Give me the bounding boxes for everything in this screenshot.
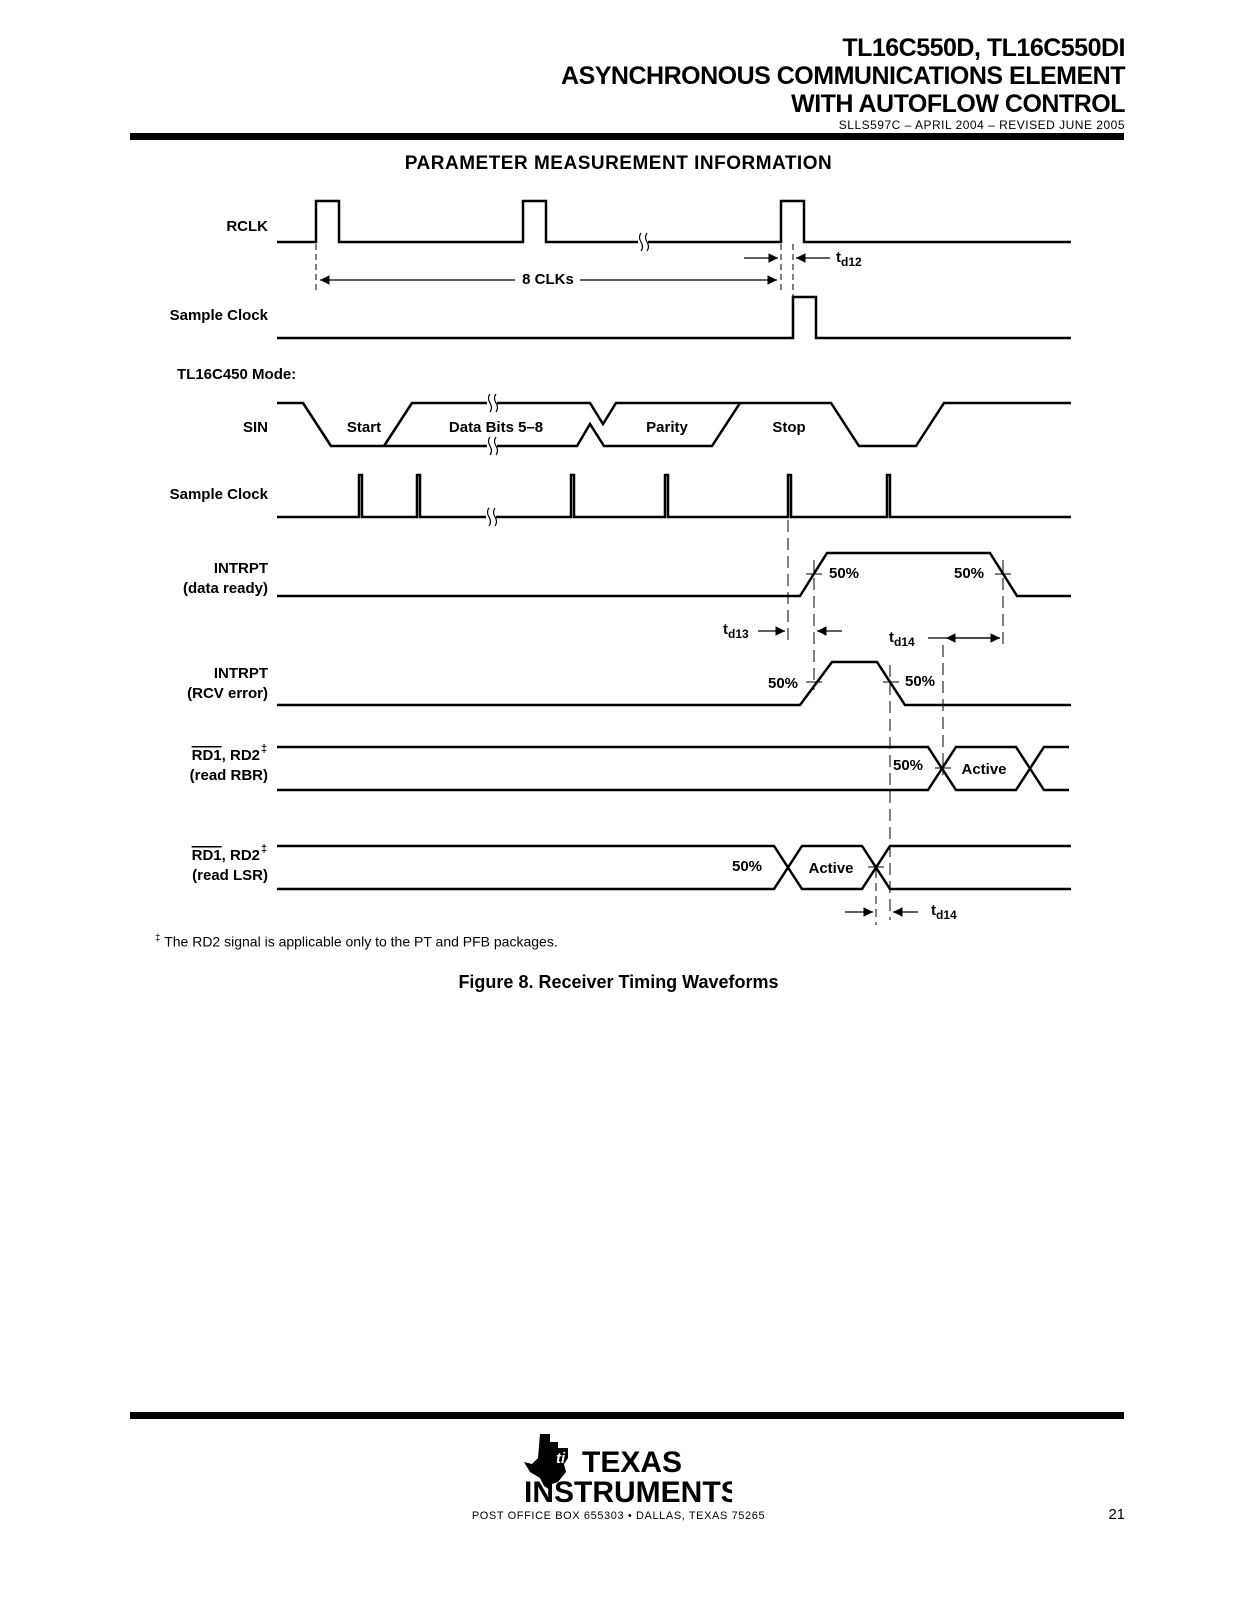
footnote-text: The RD2 signal is applicable only to the PT and PFB packages. bbox=[160, 933, 558, 950]
label-50pct-b: 50% bbox=[954, 565, 985, 582]
sample-clock-2-waveform bbox=[277, 475, 1071, 517]
svg-text:INSTRUMENTS: INSTRUMENTS bbox=[524, 1476, 732, 1506]
svg-text:TEXAS: TEXAS bbox=[582, 1446, 683, 1479]
label-active-rbr: Active bbox=[961, 761, 1007, 778]
label-td13: $t_{d13}$ bbox=[723, 621, 749, 641]
label-active-lsr: Active bbox=[808, 860, 854, 877]
label-td12: $t_{d12}$ bbox=[836, 249, 862, 269]
label-td14-upper: $t_{d14}$ bbox=[889, 629, 915, 649]
intrpt-data-ready-waveform bbox=[277, 553, 1071, 596]
receiver-timing-diagram bbox=[0, 180, 1237, 930]
label-intrpt-rcv-2: (RCV error) bbox=[187, 685, 268, 702]
label-50pct-d: 50% bbox=[905, 673, 936, 690]
label-intrpt-data-2: (data ready) bbox=[182, 580, 268, 597]
label-mode: TL16C450 Mode: bbox=[177, 366, 297, 383]
label-intrpt-data-1: INTRPT bbox=[213, 560, 268, 577]
label-rd-rbr-2: (read RBR) bbox=[189, 767, 268, 784]
section-title: PARAMETER MEASUREMENT INFORMATION bbox=[404, 153, 833, 174]
label-stop: Stop bbox=[772, 419, 806, 436]
label-data-bits: Data Bits 5–8 bbox=[448, 419, 544, 436]
texas-instruments-logo bbox=[522, 1432, 732, 1511]
intrpt-rcv-error-waveform bbox=[277, 662, 1071, 705]
document-title-line-1: ASYNCHRONOUS COMMUNICATIONS ELEMENT bbox=[561, 62, 1125, 90]
dagger-rbr: ‡ bbox=[261, 743, 268, 755]
page-number: 21 bbox=[1108, 1506, 1125, 1523]
document-code: SLLS597C – APRIL 2004 – REVISED JUNE 2005 bbox=[838, 118, 1125, 132]
header-rule bbox=[130, 133, 1124, 140]
document-title-line-2: WITH AUTOFLOW CONTROL bbox=[791, 90, 1125, 118]
label-sin: SIN bbox=[242, 419, 268, 436]
label-50pct-a: 50% bbox=[829, 565, 860, 582]
label-50pct-f: 50% bbox=[732, 858, 763, 875]
rclk-waveform bbox=[277, 201, 1071, 242]
label-rd-rbr-1: RD1, RD2 bbox=[191, 747, 260, 764]
read-lsr-bus-waveform bbox=[277, 846, 1071, 889]
label-rclk: RCLK bbox=[226, 218, 268, 235]
footnote bbox=[155, 933, 558, 950]
part-number-heading: TL16C550D, TL16C550DI bbox=[842, 34, 1125, 62]
label-rd-lsr-1: RD1, RD2 bbox=[191, 847, 260, 864]
footer-rule bbox=[130, 1412, 1124, 1419]
sample-clock-1-waveform bbox=[277, 297, 1071, 338]
figure-caption: Figure 8. Receiver Timing Waveforms bbox=[458, 972, 779, 992]
label-td14-lower: $t_{d14}$ bbox=[931, 902, 957, 922]
svg-text:ti: ti bbox=[556, 1450, 566, 1467]
dagger-lsr: ‡ bbox=[261, 843, 268, 855]
label-sample-clock-1: Sample Clock bbox=[169, 307, 268, 324]
label-intrpt-rcv-1: INTRPT bbox=[213, 665, 268, 682]
footnote-marker: ‡ bbox=[155, 933, 161, 944]
label-rd-lsr-2: (read LSR) bbox=[192, 867, 268, 884]
label-parity: Parity bbox=[646, 419, 688, 436]
label-50pct-e: 50% bbox=[893, 757, 924, 774]
label-sample-clock-2: Sample Clock bbox=[169, 486, 268, 503]
label-50pct-c: 50% bbox=[768, 675, 799, 692]
label-8-clks: 8 CLKs bbox=[522, 271, 574, 288]
label-start: Start bbox=[346, 419, 382, 436]
footer-address: POST OFFICE BOX 655303 • DALLAS, TEXAS 75265 bbox=[471, 1510, 766, 1522]
